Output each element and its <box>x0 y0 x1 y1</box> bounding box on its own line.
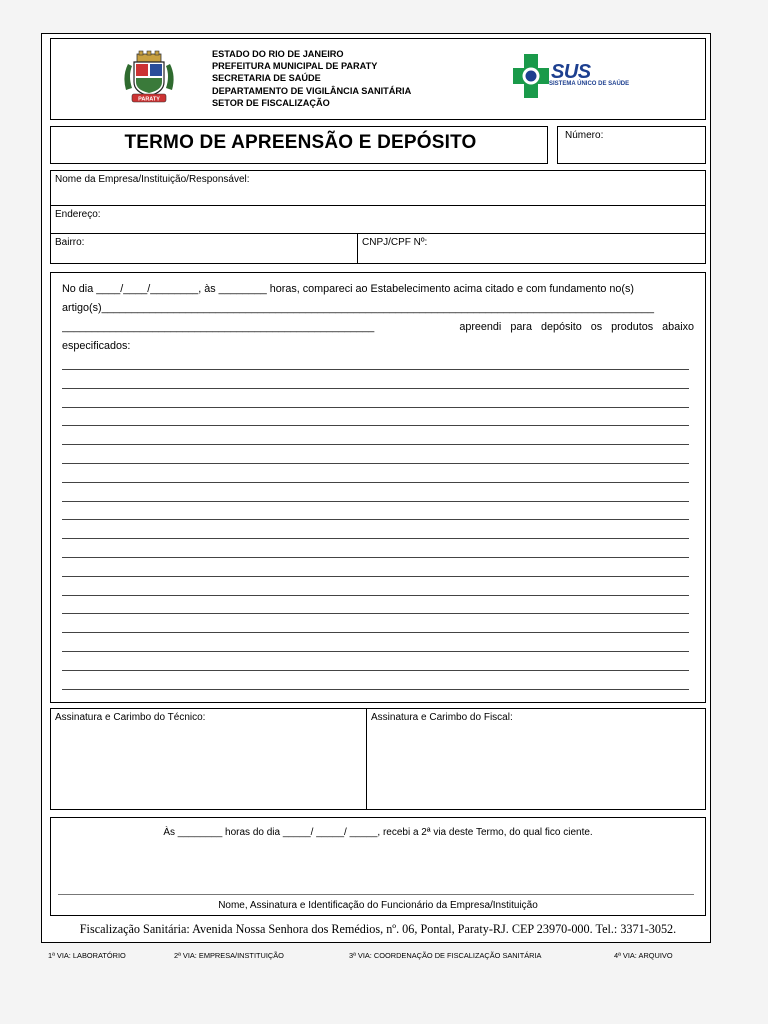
product-entry-line[interactable] <box>62 463 689 464</box>
divider <box>50 205 706 206</box>
document-title: TERMO DE APREENSÃO E DEPÓSITO <box>124 132 477 153</box>
via-4: 4ª VIA: ARQUIVO <box>614 951 673 960</box>
statement-line-4: especificados: <box>62 340 131 352</box>
product-entry-line[interactable] <box>62 670 689 671</box>
product-entry-line[interactable] <box>62 557 689 558</box>
sus-logo-subtitle: SISTEMA ÚNICO DE SAÚDE <box>549 81 630 87</box>
header-line-state: ESTADO DO RIO DE JANEIRO <box>212 49 344 59</box>
statement-line-3-text: apreendi para depósito os produtos abaixo <box>459 321 694 333</box>
divider <box>366 708 367 810</box>
coat-of-arms-icon <box>120 50 178 104</box>
numero-label: Número: <box>565 130 604 141</box>
via-3: 3ª VIA: COORDENAÇÃO DE FISCALIZAÇÃO SANITÁRIA <box>349 951 542 960</box>
header-text-block <box>212 48 411 109</box>
receipt-text[interactable]: Às ________ horas do dia _____/ _____/ _____, recebi a 2ª via deste Termo, do qual fico ciente. <box>163 827 593 838</box>
address-line: Fiscalização Sanitária: Avenida Nossa Senhora dos Remédios, nº. 06, Pontal, Paraty-RJ. CEP 23970-000. Tel.: 3371-3052. <box>79 922 677 936</box>
header-line-setor: SETOR DE FISCALIZAÇÃO <box>212 97 330 108</box>
product-entry-line[interactable] <box>62 425 689 426</box>
product-entry-line[interactable] <box>62 369 689 370</box>
bairro-field[interactable]: Bairro: <box>55 237 85 248</box>
signature-fiscal[interactable]: Assinatura e Carimbo do Fiscal: <box>371 712 513 723</box>
divider <box>357 233 358 264</box>
product-entry-line[interactable] <box>62 482 689 483</box>
sus-logo-text: SUS <box>551 61 591 83</box>
product-entry-line[interactable] <box>62 632 689 633</box>
product-entry-line[interactable] <box>62 501 689 502</box>
empresa-field[interactable]: Nome da Empresa/Instituição/Responsável: <box>55 174 250 185</box>
divider <box>50 233 706 234</box>
sus-cross-icon <box>511 52 551 100</box>
header-line-prefeitura: PREFEITURA MUNICIPAL DE PARATY <box>212 61 378 72</box>
coat-of-arms-ribbon: PARATY <box>138 96 160 103</box>
product-entry-line[interactable] <box>62 651 689 652</box>
endereco-field[interactable]: Endereço: <box>55 209 101 220</box>
sus-logo <box>511 52 641 100</box>
product-entry-line[interactable] <box>62 538 689 539</box>
receipt-signature-label: Nome, Assinatura e Identificação do Funcionário da Empresa/Instituição <box>218 900 538 911</box>
receipt-signature-line[interactable] <box>58 894 694 895</box>
product-entry-line[interactable] <box>62 613 689 614</box>
statement-line-1: No dia ____/____/________, às ________ horas, compareci ao Estabelecimento acima citado e com fundamento no(s) <box>62 283 635 295</box>
header-line-departamento: DEPARTAMENTO DE VIGILÂNCIA SANITÁRIA <box>212 85 412 96</box>
product-entry-line[interactable] <box>62 407 689 408</box>
statement-line-3-blank[interactable]: ____________________________________________________ <box>62 321 375 333</box>
product-entry-line[interactable] <box>62 444 689 445</box>
cnpj-field[interactable]: CNPJ/CPF Nº: <box>362 237 428 248</box>
product-entry-line[interactable] <box>62 519 689 520</box>
via-2: 2ª VIA: EMPRESA/INSTITUIÇÃO <box>174 951 284 960</box>
product-entry-line[interactable] <box>62 388 689 389</box>
statement-line-2[interactable]: artigo(s)____________________________________________________________________________________________ <box>62 302 655 314</box>
signature-tecnico[interactable]: Assinatura e Carimbo do Técnico: <box>55 712 206 723</box>
product-entry-line[interactable] <box>62 576 689 577</box>
header-line-secretaria: SECRETARIA DE SAÚDE <box>212 73 321 84</box>
signatures-box <box>50 708 706 810</box>
product-entry-line[interactable] <box>62 595 689 596</box>
product-entry-line[interactable] <box>62 689 689 690</box>
via-1: 1ª VIA: LABORATÓRIO <box>48 951 126 960</box>
